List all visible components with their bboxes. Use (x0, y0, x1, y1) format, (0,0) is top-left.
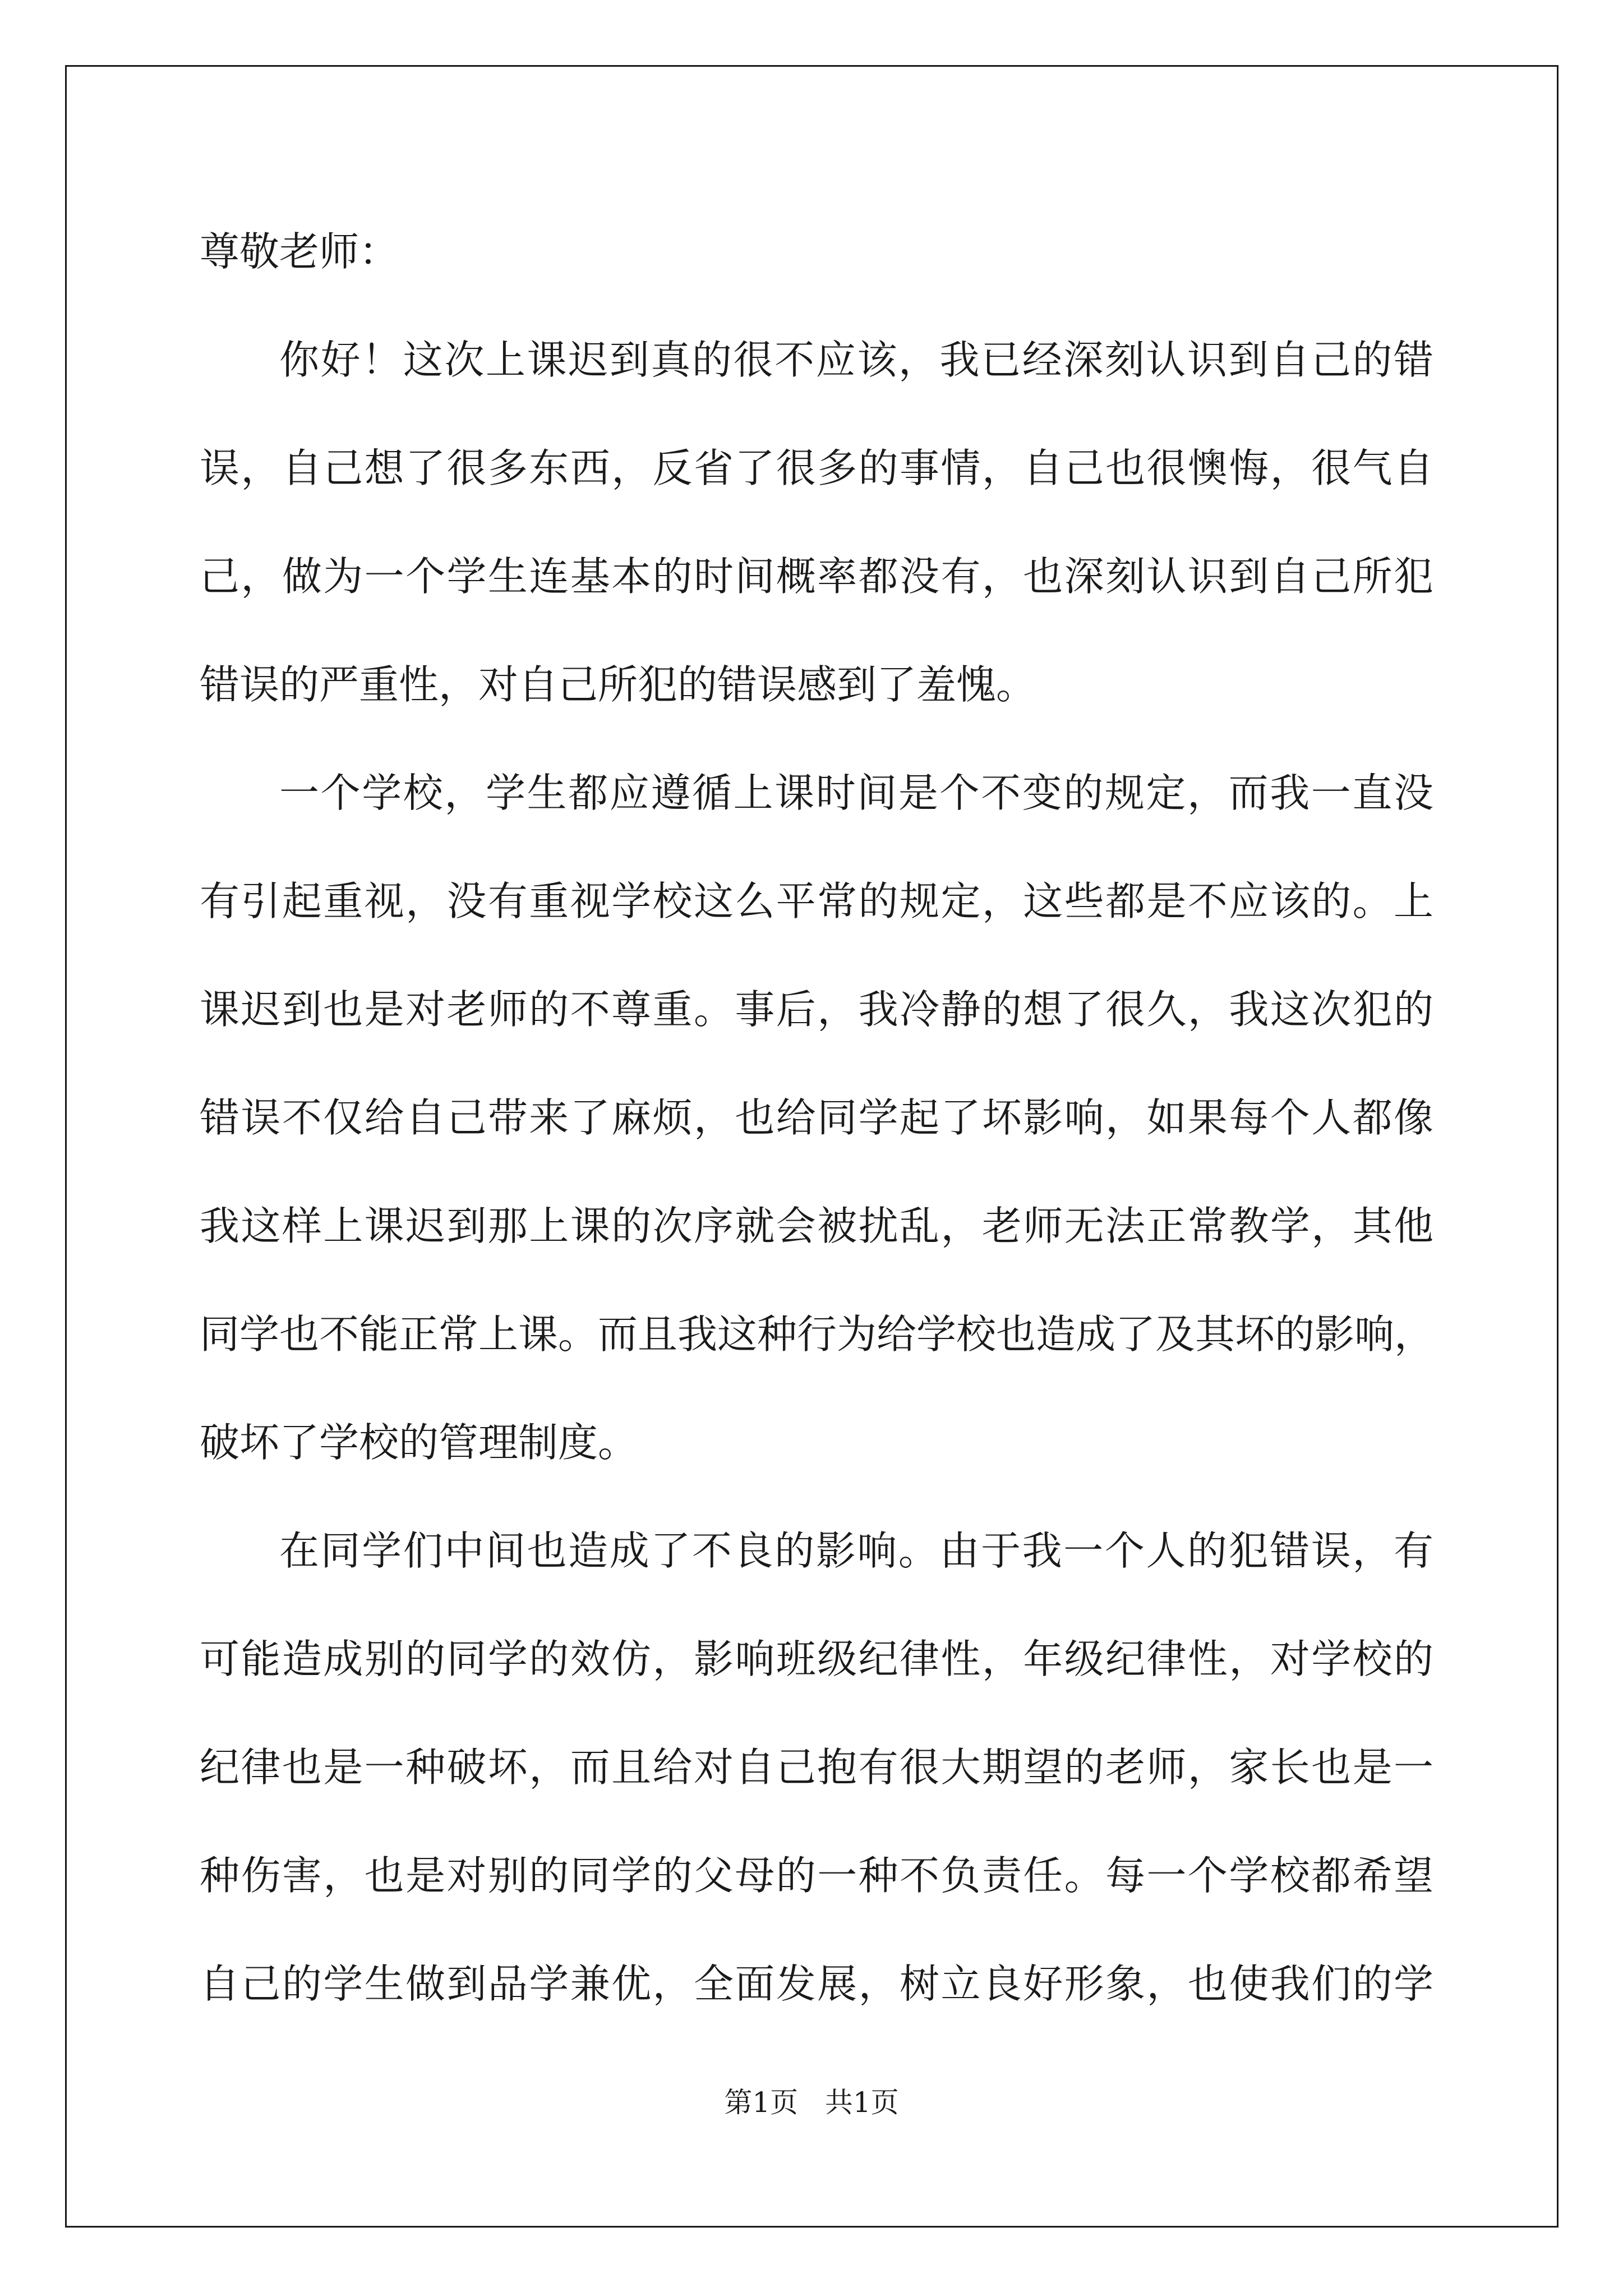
paragraph-line: 错误不仅给自己带来了麻烦，也给同学起了坏影响，如果每个人都像 (200, 1094, 1433, 1141)
paragraph-line: 同学也不能正常上课。而且我这种行为给学校也造成了及其坏的影响， (200, 1311, 1435, 1358)
paragraph-line: 你好！这次上课迟到真的很不应该，我已经深刻认识到自己的错 (279, 337, 1433, 383)
paragraph-line: 可能造成别的同学的效仿，影响班级纪律性，年级纪律性，对学校的 (200, 1636, 1433, 1682)
paragraph-1 (200, 306, 1433, 739)
paragraph-line: 纪律也是一种破坏，而且给对自己抱有很大期望的老师，家长也是一 (200, 1744, 1433, 1791)
paragraph-line: 破坏了学校的管理制度。 (200, 1419, 638, 1466)
paragraph-line: 课迟到也是对老师的不尊重。事后，我冷静的想了很久，我这次犯的 (200, 986, 1433, 1033)
paragraph-line: 自己的学生做到品学兼优，全面发展，树立良好形象，也使我们的学 (200, 1961, 1433, 2007)
paragraph-line: 误，自己想了很多东西，反省了很多的事情，自己也很懊悔，很气自 (200, 445, 1433, 491)
page-footer: 第1页 共1页 (724, 2086, 899, 2119)
document-body (200, 197, 1433, 2038)
paragraph-line: 我这样上课迟到那上课的次序就会被扰乱，老师无法正常教学，其他 (200, 1203, 1433, 1249)
paragraph-2 (200, 739, 1433, 1497)
paragraph-line: 错误的严重性，对自己所犯的错误感到了羞愧。 (200, 661, 1036, 708)
paragraph-line: 在同学们中间也造成了不良的影响。由于我一个人的犯错误，有 (279, 1527, 1433, 1574)
paragraph-line: 有引起重视，没有重视学校这么平常的规定，这些都是不应该的。上 (200, 878, 1433, 924)
greeting-line: 尊敬老师： (200, 228, 399, 275)
paragraph-line: 种伤害，也是对别的同学的父母的一种不负责任。每一个学校都希望 (200, 1852, 1433, 1899)
paragraph-line: 己，做为一个学生连基本的时间概率都没有，也深刻认识到自己所犯 (200, 553, 1433, 600)
paragraph-line: 一个学校，学生都应遵循上课时间是个不变的规定，而我一直没 (279, 770, 1433, 816)
paragraph-3 (200, 1497, 1433, 2038)
